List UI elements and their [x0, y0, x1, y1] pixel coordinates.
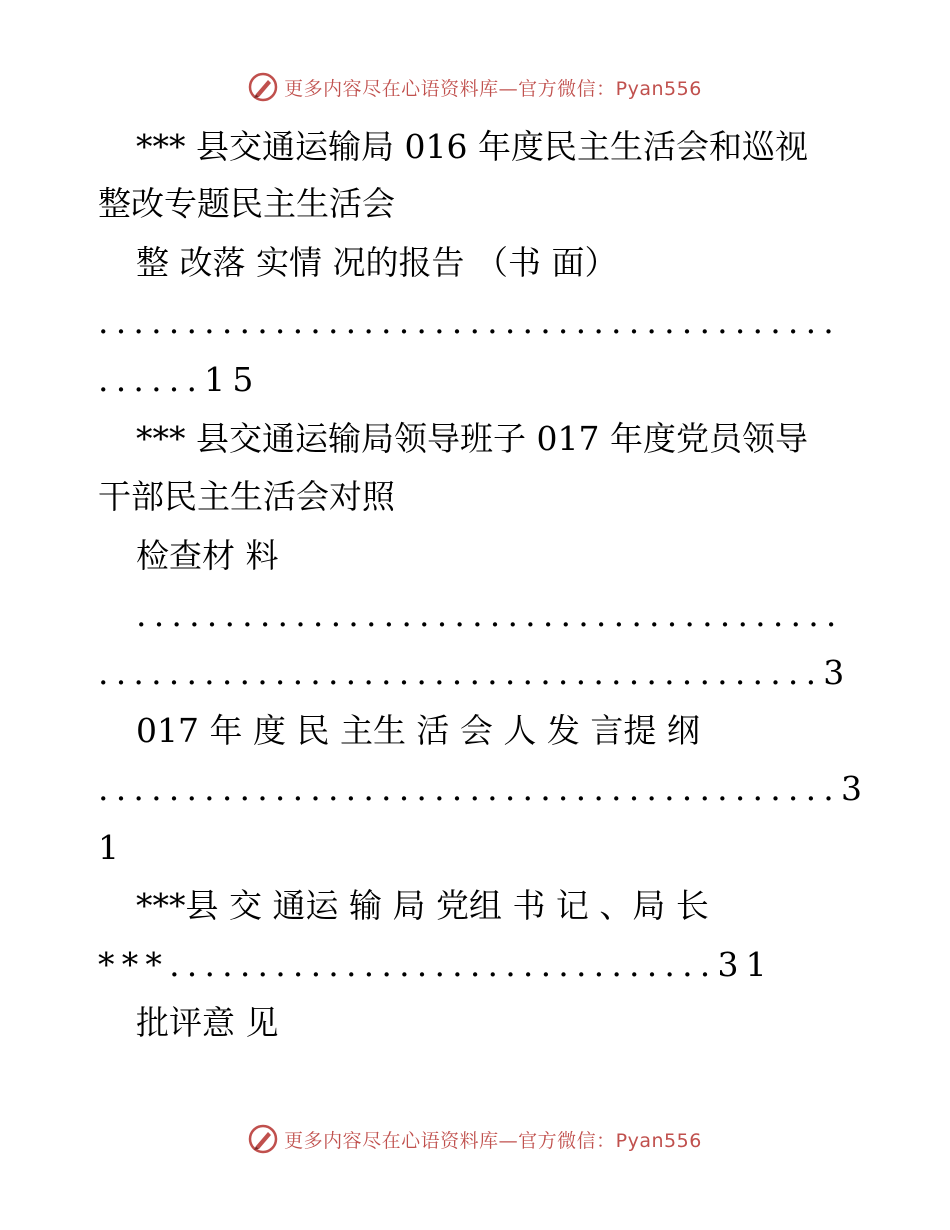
- toc-entry-1-page: ......15: [98, 360, 261, 399]
- toc-entry-1-leader: ..........................................: [98, 302, 841, 341]
- toc-entry-2-line-1: *** 县交通运输局领导班子 017 年度党员领导: [136, 419, 808, 458]
- toc-entry-2-line-2: 干部民主生活会对照: [98, 477, 395, 516]
- footer-watermark: [0, 1124, 950, 1154]
- toc-entry-1-line-2: 整改专题民主生活会: [98, 184, 395, 223]
- toc-entry-1-line-3: 整 改落 实情 况的报告 （书 面）: [136, 243, 618, 282]
- header-watermark: [0, 72, 950, 102]
- toc-entry-3-leader: ..........................................3: [98, 769, 870, 808]
- toc-entry-5-line-1: 批评意 见: [136, 1003, 279, 1042]
- toc-entry-2-leader: ........................................: [136, 595, 844, 634]
- watermark-text: 更多内容尽在心语资料库—官方微信：Pyan556: [284, 1129, 702, 1152]
- toc-entry-2-page: .........................................3: [98, 653, 852, 692]
- toc-entry-3-page: 1: [98, 828, 119, 867]
- toc-entry-4-leader: ***...............................31: [98, 945, 774, 984]
- toc-entry-2-line-3: 检查材 料: [136, 536, 279, 575]
- pen-logo-icon: [248, 72, 278, 102]
- toc-entry-3-line-1: 017 年 度 民 主生 活 会 人 发 言提 纲: [136, 711, 700, 750]
- toc-entry-4-line-1: ***县 交 通运 输 局 党组 书 记 、局 长: [136, 886, 709, 925]
- watermark-text: 更多内容尽在心语资料库—官方微信：Pyan556: [284, 77, 702, 100]
- toc-entry-1-line-1: *** 县交通运输局 016 年度民主生活会和巡视: [136, 127, 808, 166]
- pen-logo-icon: [248, 1124, 278, 1154]
